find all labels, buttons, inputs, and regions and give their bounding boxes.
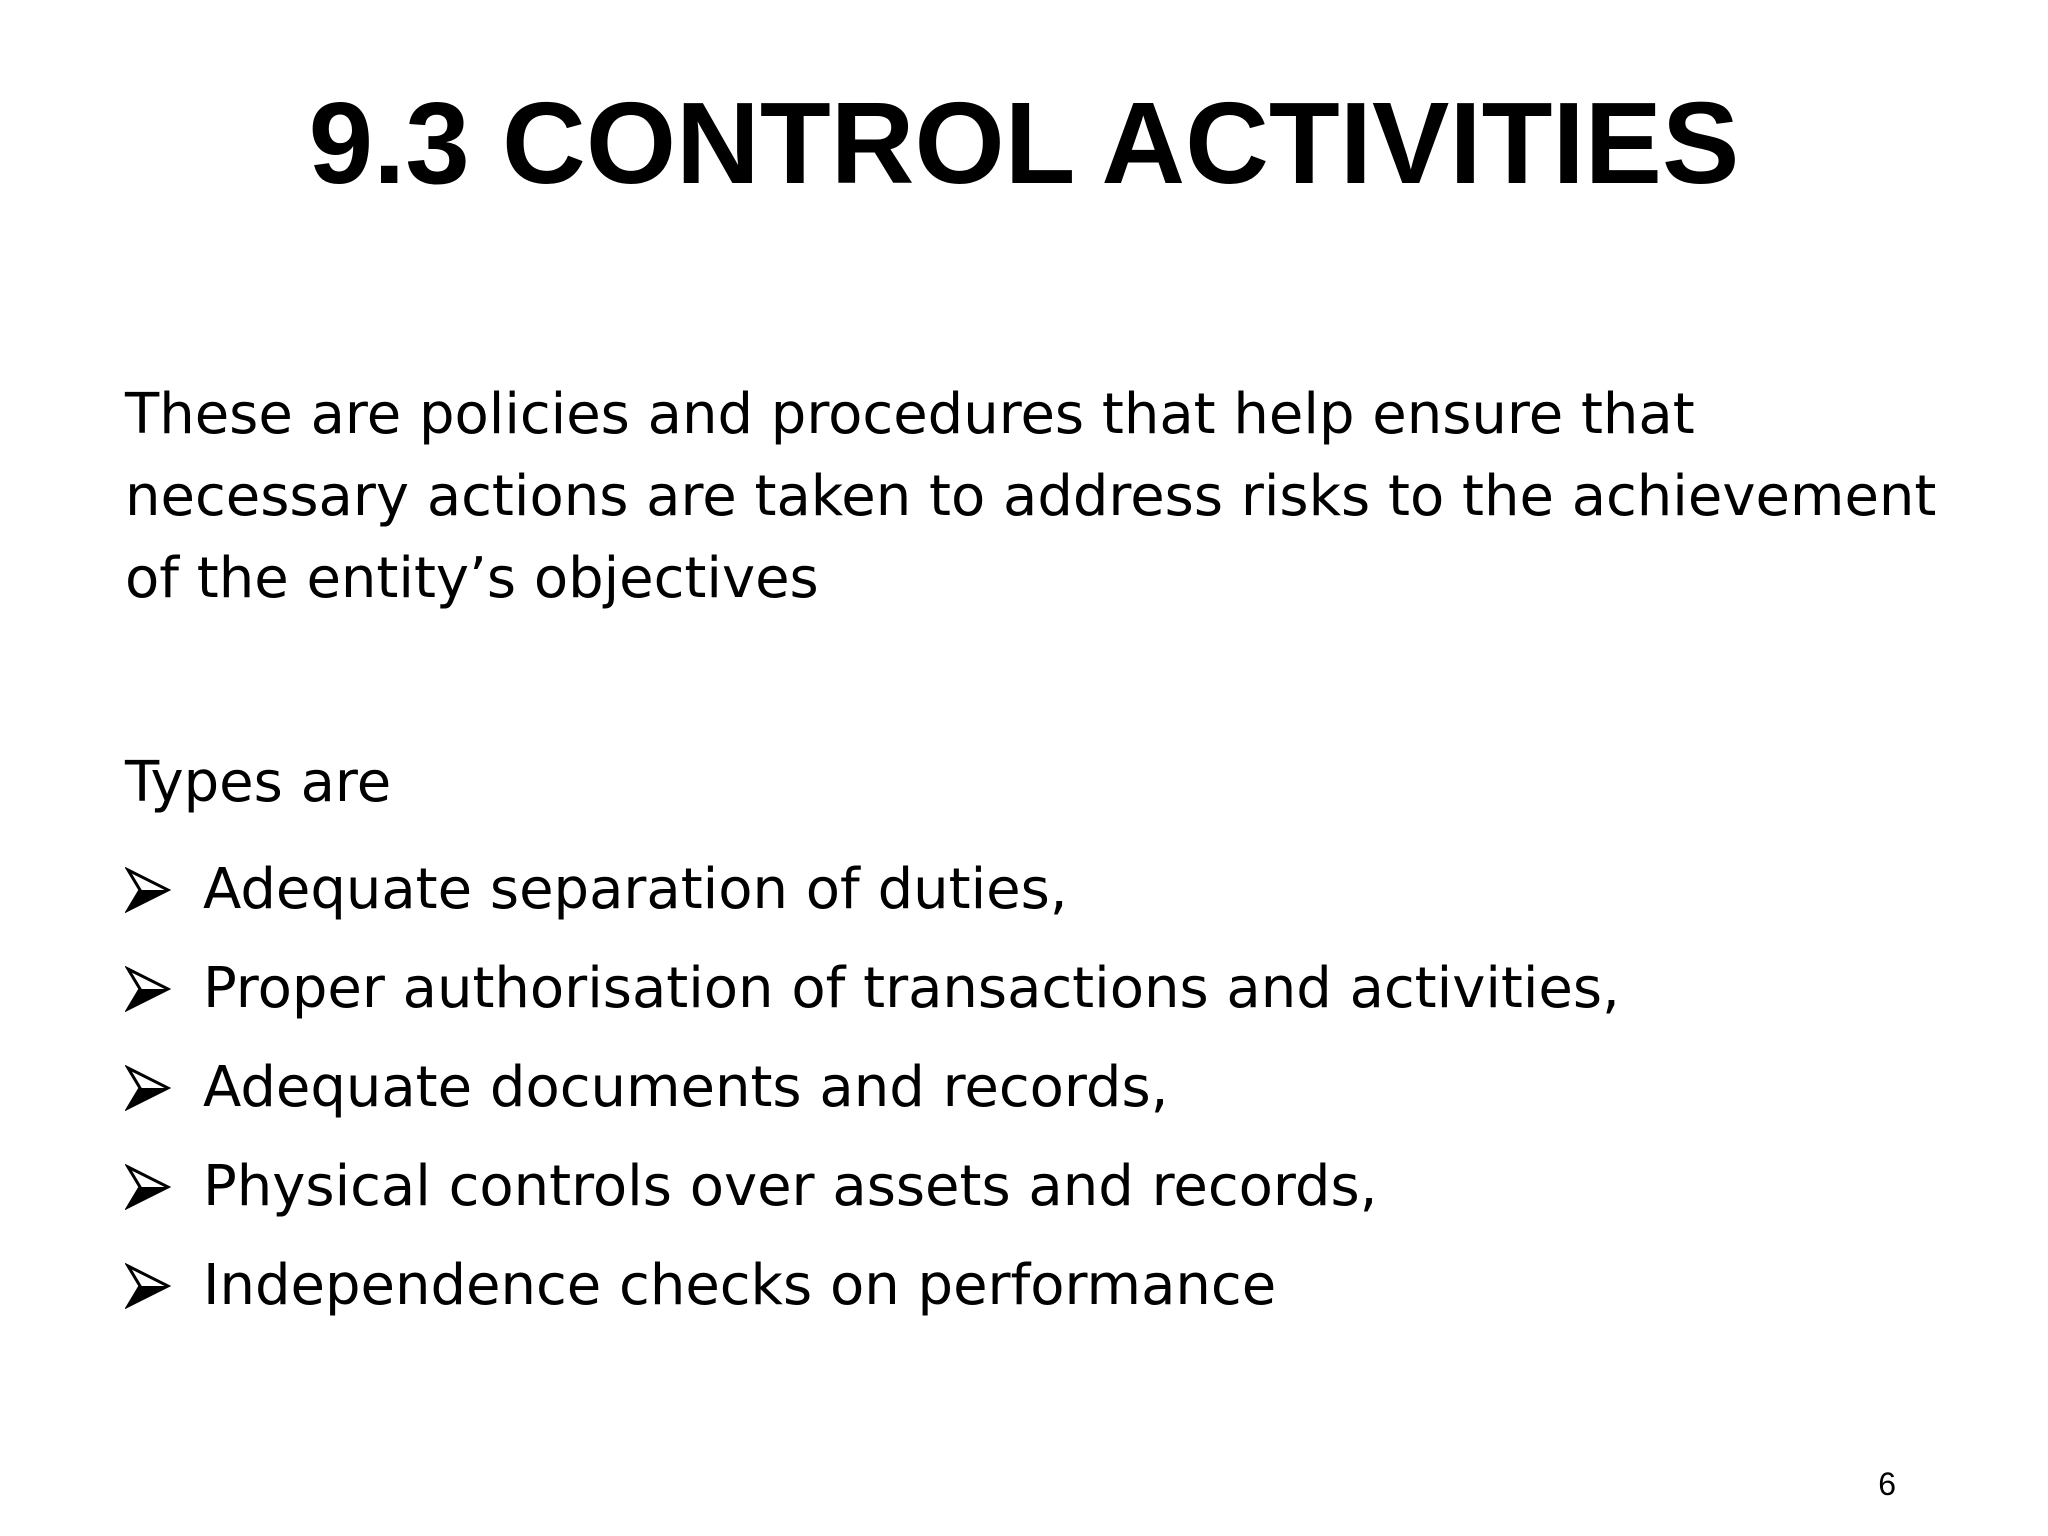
bullet-text: Adequate documents and records, [203,1055,1169,1120]
list-item [125,840,1945,939]
types-heading: Types are [125,750,392,815]
bullet-text: Physical controls over assets and records, [203,1154,1378,1219]
arrowhead-bullet-icon [125,1263,203,1309]
arrowhead-bullet-icon [125,867,203,913]
list-item [125,1038,1945,1137]
list-item [125,939,1945,1038]
slide-title: 9.3 CONTROL ACTIVITIES [308,78,1740,208]
bullet-text: Proper authorisation of transactions and activities, [203,956,1620,1021]
bullet-text: Independence checks on performance [203,1253,1277,1318]
arrowhead-bullet-icon [125,966,203,1012]
page-number: 6 [1878,1466,1896,1502]
list-item [125,1236,1945,1335]
bullet-list [125,840,1945,1335]
intro-paragraph: These are policies and procedures that help ensure that necessary actions are taken to address risks to the achievement of the entity’s objectives [125,382,1937,611]
bullet-text: Adequate separation of duties, [203,857,1068,922]
arrowhead-bullet-icon [125,1065,203,1111]
arrowhead-bullet-icon [125,1164,203,1210]
list-item [125,1137,1945,1236]
